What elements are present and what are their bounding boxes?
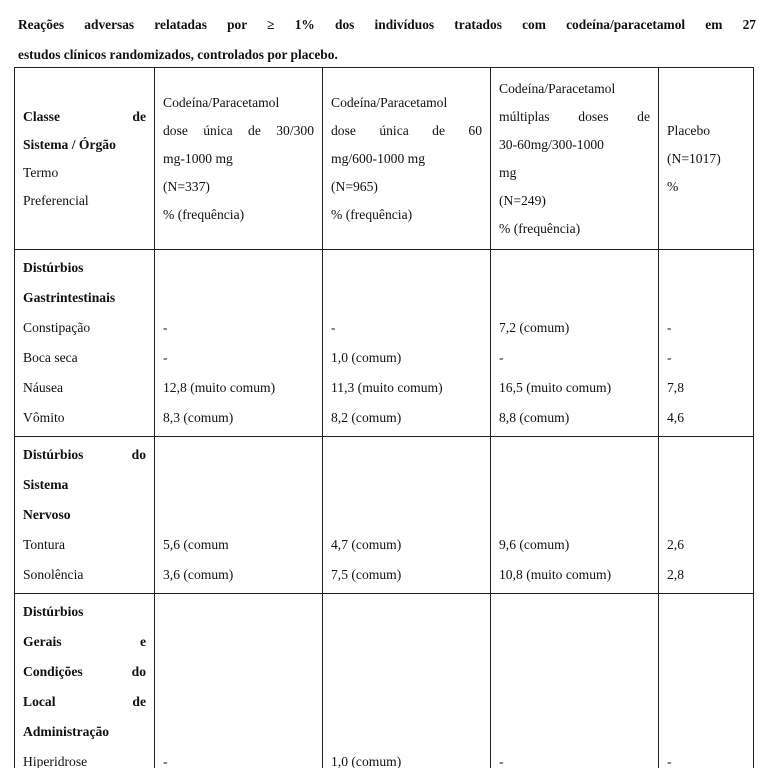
group-cell-col3 — [491, 594, 659, 768]
group-cell-col4 — [659, 594, 754, 768]
value-cell: 4,7 (comum) — [331, 537, 402, 552]
value-cell: 1,0 (comum) — [331, 754, 402, 768]
group-cell-terms — [15, 250, 155, 437]
table-group-row — [15, 437, 754, 594]
header-line: mg-1000 mg — [163, 150, 233, 166]
value-cell: 1,0 (comum) — [331, 350, 402, 365]
group-title-line: Distúrbios — [23, 604, 84, 619]
group-title-line: Distúrbios do — [23, 447, 146, 462]
value-cell: 8,2 (comum) — [331, 410, 402, 425]
header-cell-multiple-doses — [491, 68, 659, 250]
header-line: Placebo — [667, 122, 711, 138]
group-cell-col3 — [491, 250, 659, 437]
table-header-row — [15, 68, 754, 250]
value-cell: 11,3 (muito comum) — [331, 380, 443, 395]
value-cell: - — [667, 754, 672, 768]
group-title-line: Administração — [23, 724, 110, 739]
header-line: % (frequência) — [331, 206, 413, 222]
group-cell-col2 — [323, 594, 491, 768]
group-cell-col1 — [155, 594, 323, 768]
header-line: dose única de 60 — [331, 122, 482, 138]
value-cell: 7,8 — [667, 380, 684, 395]
header-line: Codeína/Paracetamol — [331, 94, 448, 110]
term-label: Boca seca — [23, 350, 78, 365]
group-title-line: Gastrintestinais — [23, 290, 116, 305]
term-label: Constipação — [23, 320, 91, 335]
value-cell: - — [499, 350, 504, 365]
header-line: mg/600-1000 mg — [331, 150, 426, 166]
header-line: múltiplas doses de — [499, 108, 650, 124]
header-line: Preferencial — [23, 192, 89, 208]
term-label: Sonolência — [23, 567, 84, 582]
caption-line-1: Reações adversas relatadas por ≥ 1% dos indivíduos tratados com codeína/paracetamol em 27 — [18, 17, 756, 32]
header-line: mg — [499, 164, 517, 180]
header-cell-dose-30-300 — [155, 68, 323, 250]
value-cell: 3,6 (comum) — [163, 567, 234, 582]
value-cell: 2,8 — [667, 567, 684, 582]
group-cell-col4 — [659, 250, 754, 437]
group-cell-terms — [15, 594, 155, 768]
header-line: (N=249) — [499, 192, 546, 208]
value-cell: 4,6 — [667, 410, 684, 425]
term-label: Vômito — [23, 410, 65, 425]
value-cell: 16,5 (muito comum) — [499, 380, 612, 395]
term-label: Náusea — [23, 380, 64, 395]
value-cell: 10,8 (muito comum) — [499, 567, 612, 582]
group-cell-col3 — [491, 437, 659, 594]
group-cell-col4 — [659, 437, 754, 594]
header-cell-placebo — [659, 68, 754, 250]
value-cell: - — [667, 350, 672, 365]
group-cell-col2 — [323, 250, 491, 437]
group-title-line: Nervoso — [23, 507, 71, 522]
header-line: 30-60mg/300-1000 — [499, 136, 604, 152]
value-cell: 2,6 — [667, 537, 684, 552]
value-cell: 8,3 (comum) — [163, 410, 234, 425]
header-cell-system-organ — [15, 68, 155, 250]
header-line: % (frequência) — [499, 220, 581, 236]
group-title-line: Local de — [23, 694, 146, 709]
table-group-row — [15, 594, 754, 768]
value-cell: - — [163, 754, 168, 768]
header-cell-dose-60-600 — [323, 68, 491, 250]
group-cell-terms — [15, 437, 155, 594]
value-cell: - — [163, 320, 168, 335]
header-line: dose única de 30/300 — [163, 122, 314, 138]
group-cell-col1 — [155, 250, 323, 437]
term-label: Hiperidrose — [23, 754, 88, 768]
table-caption — [18, 10, 756, 70]
term-label: Tontura — [23, 537, 66, 552]
value-cell: 7,2 (comum) — [499, 320, 570, 335]
header-line: Termo — [23, 164, 59, 180]
value-cell: - — [499, 754, 504, 768]
header-line: Sistema / Órgão — [23, 136, 116, 152]
group-cell-col1 — [155, 437, 323, 594]
group-title-line: Condições do — [23, 664, 146, 679]
value-cell: - — [163, 350, 168, 365]
header-line: Classe de — [23, 108, 146, 124]
caption-line-2: estudos clínicos randomizados, controlados por placebo. — [18, 47, 338, 62]
value-cell: - — [667, 320, 672, 335]
value-cell: - — [331, 320, 336, 335]
header-line: % (frequência) — [163, 206, 245, 222]
group-title-line: Sistema — [23, 477, 69, 492]
group-title-line: Gerais e — [23, 634, 146, 649]
value-cell: 7,5 (comum) — [331, 567, 402, 582]
value-cell: 5,6 (comum — [163, 537, 229, 552]
group-title-line: Distúrbios — [23, 260, 84, 275]
header-line: % — [667, 178, 679, 194]
value-cell: 12,8 (muito comum) — [163, 380, 276, 395]
value-cell: 8,8 (comum) — [499, 410, 570, 425]
header-line: (N=1017) — [667, 150, 721, 166]
table-group-row — [15, 250, 754, 437]
header-line: (N=337) — [163, 178, 210, 194]
header-line: Codeína/Paracetamol — [163, 94, 280, 110]
header-line: (N=965) — [331, 178, 378, 194]
group-cell-col2 — [323, 437, 491, 594]
adverse-reactions-table — [14, 67, 754, 768]
header-line: Codeína/Paracetamol — [499, 80, 616, 96]
value-cell: 9,6 (comum) — [499, 537, 570, 552]
